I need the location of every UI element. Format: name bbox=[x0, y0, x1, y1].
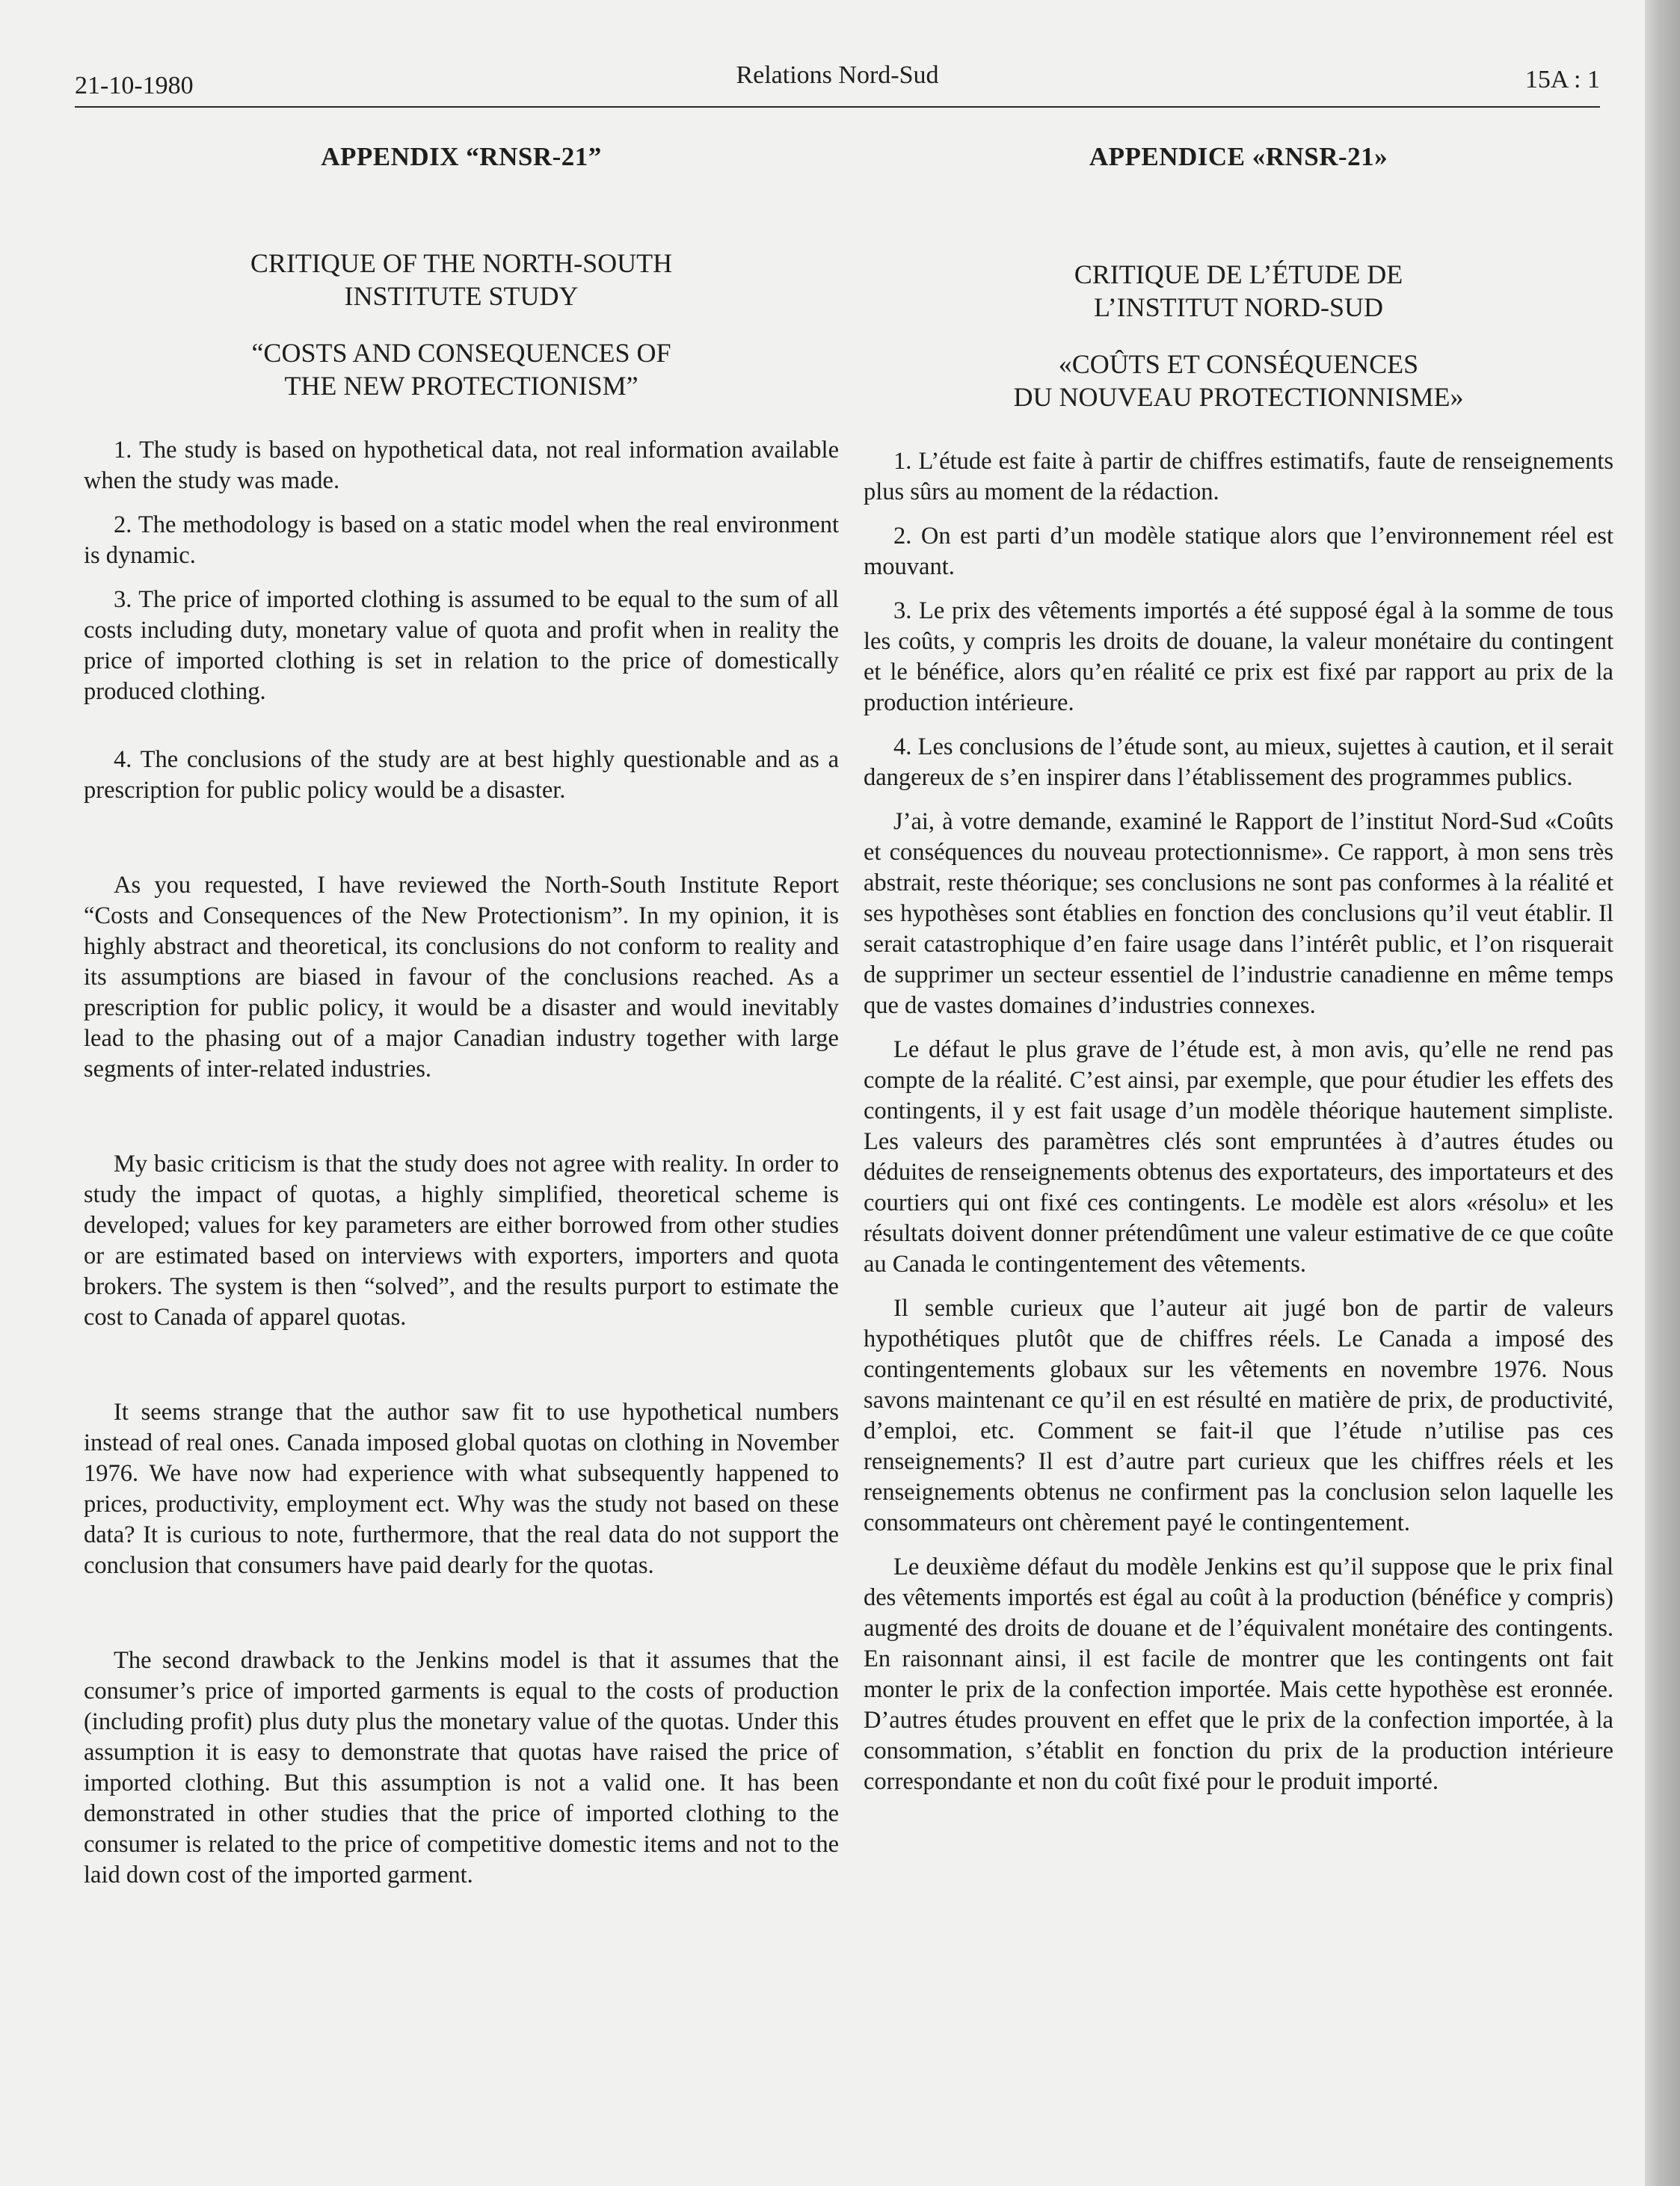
header-page-number: 15A : 1 bbox=[1524, 66, 1600, 93]
paragraph: 2. On est parti d’un modèle statique alors que l’environnement réel est mouvant. bbox=[864, 523, 1613, 580]
report-title bbox=[864, 348, 1613, 413]
english-column bbox=[84, 142, 839, 1891]
paragraph: As you requested, I have reviewed the North-South Institute Report “Costs and Consequences of the New Protectionism”. In my opinion, it is highly abstract and theoretical, its conclusions do not conform to reality and its assumptions are biased in favour of the conclusions reached. As a prescription for public policy, it would be a disaster and would inevitably lead to the phasing out of a major Canadian industry together with large segments of inter-related industries. bbox=[84, 872, 839, 1083]
paragraph: 4. Les conclusions de l’étude sont, au mieux, sujettes à caution, et il serait dangereux de s’en inspirer dans l’établissement des programmes publics. bbox=[864, 733, 1613, 791]
report-title-line: DU NOUVEAU PROTECTIONNISME» bbox=[1013, 382, 1464, 412]
paragraph: Le défaut le plus grave de l’étude est, à mon avis, qu’elle ne rend pas compte de la réalité. C’est ainsi, par exemple, que pour étudier les effets des contingents, il y est fait usage d’un modèle théorique hautement simpliste. Les valeurs des paramètres clés sont empruntées à d’autres études ou déduites de renseignements obtenus des exportateurs, des importateurs et des courtiers qui ont fixé ces contingents. Le modèle est alors «résolu» et les résultats doivent donner prétendûment une valeur estimative de ce que coûte au Canada le contingentement des vêtements. bbox=[864, 1036, 1613, 1278]
header-title: Relations Nord-Sud bbox=[736, 61, 939, 89]
study-title-line: L’INSTITUT NORD-SUD bbox=[1094, 292, 1383, 322]
paragraph: My basic criticism is that the study does not agree with reality. In order to study the impact of quotas, a highly simplified, theoretical scheme is developed; values for key parameters are either borrowed from other studies or are estimated based on interviews with exporters, importers and quota brokers. The system is then “solved”, and the results purport to estimate the cost to Canada of apparel quotas. bbox=[84, 1151, 839, 1331]
report-title-line: «COÛTS ET CONSÉQUENCES bbox=[1058, 349, 1419, 379]
study-title-line: CRITIQUE DE L’ÉTUDE DE bbox=[1074, 259, 1403, 289]
study-title-line: CRITIQUE OF THE NORTH-SOUTH bbox=[250, 248, 673, 278]
study-title-line: INSTITUTE STUDY bbox=[344, 281, 579, 311]
paragraph: 3. The price of imported clothing is assumed to be equal to the sum of all costs including duty, monetary value of quota and profit when in reality the price of imported clothing is set in relation to the price of domestically produced clothing. bbox=[84, 586, 839, 705]
report-title-line: THE NEW PROTECTIONISM” bbox=[284, 371, 639, 401]
paragraph: Le deuxième défaut du modèle Jenkins est qu’il suppose que le prix final des vêtements importés est égal au coût à la production (bénéfice y compris) augmenté des droits de douane et de l’équivalent monétaire des contingents. En raisonnant ainsi, il est facile de montrer que les contingents ont fait monter le prix de la confection importée. Mais cette hypothèse est eronnée. D’autres études prouvent en effet que le prix de la confection importée, à la consommation, s’établit en fonction du prix de la production intérieure correspondante et non du coût fixé pour le produit importé. bbox=[864, 1554, 1613, 1795]
french-column bbox=[864, 142, 1613, 1797]
header-date: 21-10-1980 bbox=[75, 72, 194, 99]
paragraph: J’ai, à votre demande, examiné le Rapport de l’institut Nord-Sud «Coûts et conséquences du nouveau protectionnisme». Ce rapport, à mon sens très abstrait, reste théorique; ses conclusions ne sont pas conformes à la réalité et ses hypothèses sont établies en fonction des conclusions qu’il veut établir. Il serait catastrophique d’en faire usage dans l’intérêt public, et l’on risquerait de supprimer un secteur essentiel de l’industrie canadienne en même temps que de vastes domaines d’industries connexes. bbox=[864, 808, 1613, 1019]
study-title bbox=[84, 247, 839, 312]
paragraph: 4. The conclusions of the study are at best highly questionable and as a prescription for public policy would be a disaster. bbox=[84, 746, 839, 804]
paragraph: The second drawback to the Jenkins model is that it assumes that the consumer’s price of imported garments is equal to the costs of production (including profit) plus duty plus the monetary value of the quotas. Under this assumption it is easy to demonstrate that quotas have raised the price of imported clothing. But this assumption is not a valid one. It has been demonstrated in other studies that the price of imported clothing to the consumer is related to the price of competitive domestic items and not to the laid down cost of the imported garment. bbox=[84, 1647, 839, 1888]
study-title bbox=[864, 258, 1613, 324]
paragraph: It seems strange that the author saw fit to use hypothetical numbers instead of real ones. Canada imposed global quotas on clothing in November 1976. We have now had experience with what subsequently happened to prices, productivity, employment ect. Why was the study not based on these data? It is curious to note, furthermore, that the real data do not support the conclusion that consumers have paid dearly for the quotas. bbox=[84, 1399, 839, 1579]
appendix-title: APPENDICE «RNSR-21» bbox=[1089, 142, 1388, 171]
paragraph: Il semble curieux que l’auteur ait jugé bon de partir de valeurs hypothétiques plutôt que de chiffres réels. Le Canada a imposé des contingentements globaux sur les vêtements en novembre 1976. Nous savons maintenant ce qu’il en est résulté en matière de prix, de productivité, d’emploi, etc. Comment se fait-il que l’étude n’utilise pas ces renseignements? Il est d’autre part curieux que les chiffres réels et les renseignements obtenus ne confirment pas la conclusion selon laquelle les consommateurs ont chèrement payé le contingentement. bbox=[864, 1295, 1613, 1536]
appendix-title: APPENDIX “RNSR-21” bbox=[321, 142, 602, 171]
page-edge-shadow bbox=[1645, 0, 1680, 2186]
report-title bbox=[84, 336, 839, 402]
paragraph: 1. L’étude est faite à partir de chiffres estimatifs, faute de renseignements plus sûrs au moment de la rédaction. bbox=[864, 448, 1613, 505]
report-title-line: “COSTS AND CONSEQUENCES OF bbox=[251, 338, 671, 368]
paragraph: 2. The methodology is based on a static model when the real environment is dynamic. bbox=[84, 511, 839, 569]
header-rule bbox=[75, 106, 1600, 108]
paragraph: 3. Le prix des vêtements importés a été supposé égal à la somme de tous les coûts, y compris les droits de douane, la valeur monétaire du contingent et le bénéfice, alors qu’en réalité ce prix est fixé par rapport au prix de la production intérieure. bbox=[864, 597, 1613, 716]
paragraph: 1. The study is based on hypothetical data, not real information available when the study was made. bbox=[84, 437, 839, 494]
